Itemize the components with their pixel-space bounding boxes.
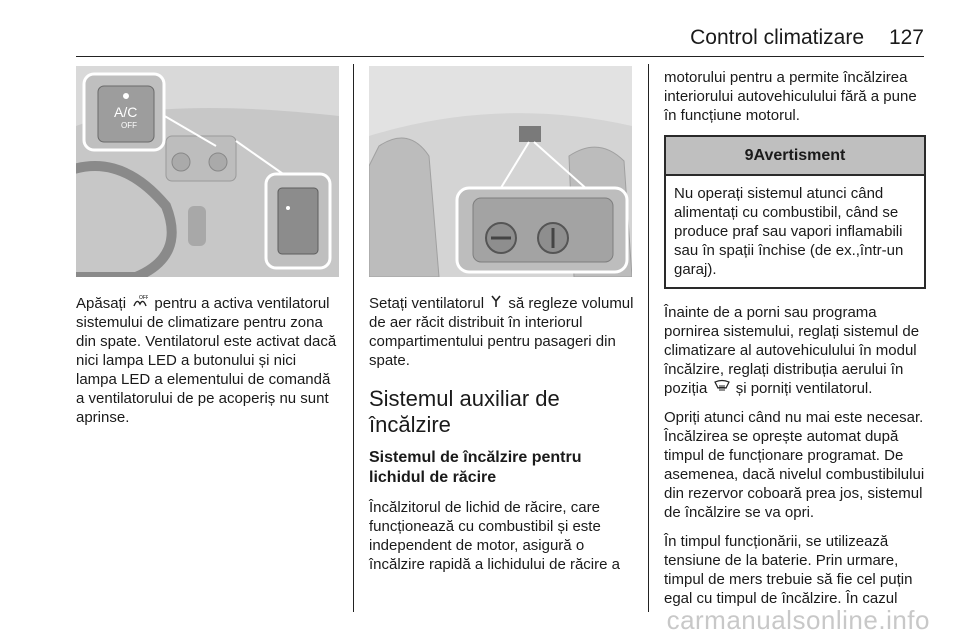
column-1 — [76, 294, 340, 437]
section-title: Sistemul auxiliar de încălzire — [369, 386, 560, 437]
header-rule — [76, 56, 924, 57]
page-header — [0, 0, 960, 60]
continuation-paragraph: motorului pentru a permite încălzirea interiorului autovehiculului fără a pune în funcțiune motorul. — [664, 69, 917, 124]
watermark: carmanualsonline.info — [666, 605, 930, 635]
before-start-paragraph: Înainte de a porni sau programa pornirea sistemului, reglați sistemul de climatizare al autovehiculului în modul încălzire, reglați distribuția aerului în poziția și porniți ventilatorul. — [664, 304, 920, 397]
battery-paragraph: În timpul funcționării, se utilizează tensiune de la baterie. Prin urmare, timpul de mers trebuie să fie cel puțin egal cu timpul de încălzire. În cazul — [664, 533, 913, 607]
running-title: Control climatizare — [690, 26, 864, 49]
warning-header — [666, 137, 924, 176]
ac-button-sublabel: OFF — [121, 121, 137, 130]
warning-body: Nu operați sistemul atunci când alimentați cu combustibil, când se produce praf sau vapori inflamabili sau în spații închise (de ex.,într-un garaj). — [674, 185, 904, 278]
heater-paragraph: Încălzitorul de lichid de răcire, care funcționează cu combustibil și este independent de motor, asigură o încălzire rapidă a lichidului de răcire a — [369, 499, 620, 573]
column-divider-2 — [648, 64, 649, 612]
svg-text:OFF: OFF — [139, 295, 149, 301]
column-2 — [369, 294, 635, 584]
dashboard-figure — [76, 66, 339, 277]
rear-ac-paragraph: Apăsați OFF pentru a activa ventilatorul sistemului de climatizare pentru zona din spate. Ventilatorul este activat dacă nici lampa LED a butonului și nici lampa LED a elementului de comandă a ventilatorului de pe acoperiș nu sunt aprinse. — [76, 295, 337, 426]
column-3 — [664, 68, 926, 618]
rear-fan-off-icon — [130, 294, 150, 313]
roof-control-illustration — [369, 66, 632, 277]
warning-box — [664, 135, 926, 289]
windshield-defrost-icon — [712, 379, 732, 398]
fan-icon — [488, 294, 504, 313]
roof-control-figure — [369, 66, 632, 277]
warning-title: Avertisment — [753, 147, 846, 164]
stop-paragraph: Opriți atunci când nu mai este necesar. Încălzirea se oprește automat după timpul de funcționare programat. De asemenea, dacă nivelul combustibilului din rezervor coboară prea jos, sistemul de încălzire se va opri. — [664, 409, 925, 521]
page-number: 127 — [888, 26, 924, 49]
subsection-title: Sistemul de încălzire pentru lichidul de răcire — [369, 449, 582, 486]
dashboard-illustration — [76, 66, 339, 277]
column-divider-1 — [353, 64, 354, 612]
ac-button-label: A/C — [114, 104, 138, 120]
fan-paragraph: Setați ventilatorul să regleze volumul de aer răcit distribuit în interiorul compartimentului pentru pasageri din spate. — [369, 295, 634, 369]
warning-triangle-icon: 9 — [744, 147, 754, 164]
